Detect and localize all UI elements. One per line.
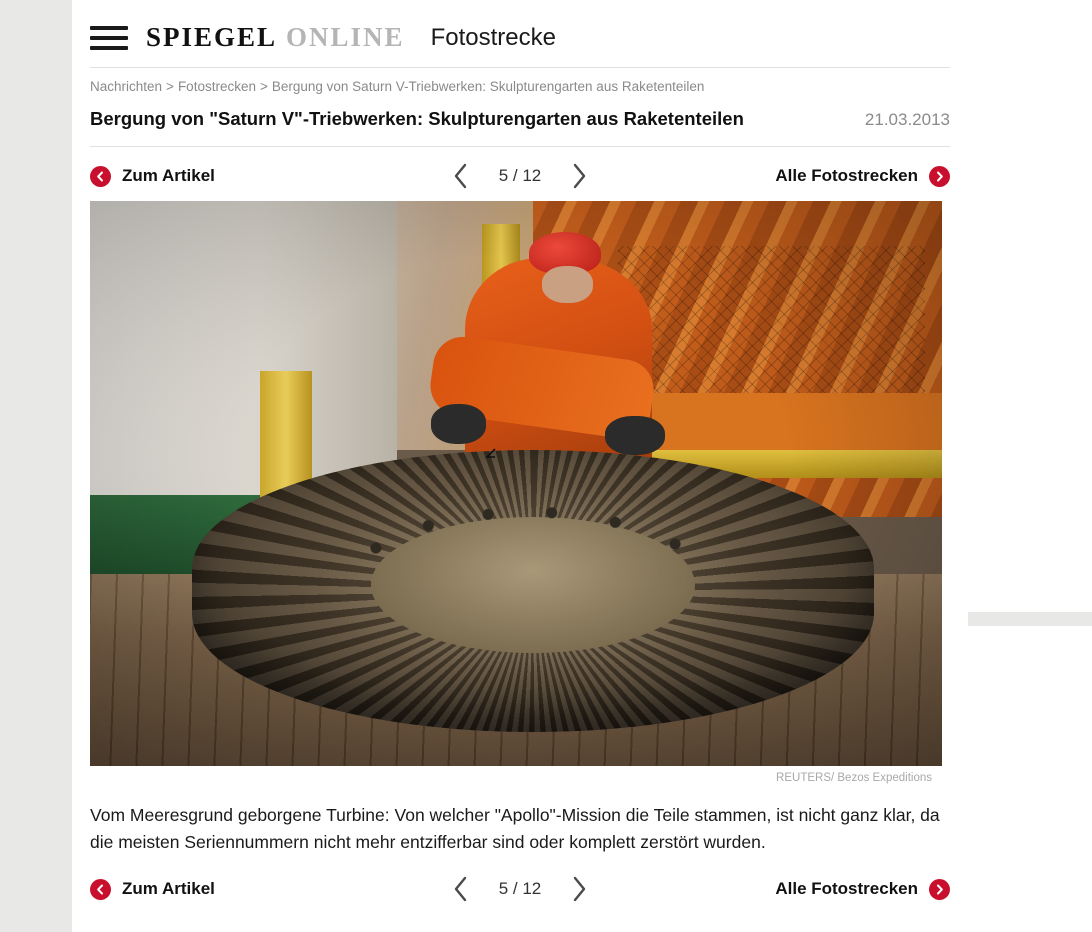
gallery-photo[interactable] [90, 201, 942, 766]
prev-photo-button-top[interactable] [448, 161, 474, 191]
circle-arrow-left-icon [90, 166, 111, 187]
all-galleries-link-bottom[interactable] [592, 879, 950, 900]
publish-date: 21.03.2013 [864, 110, 950, 129]
breadcrumb-separator-0: > [166, 79, 174, 94]
all-galleries-label-bottom: Alle Fotostrecken [775, 879, 918, 899]
photo-container [72, 201, 968, 784]
breadcrumb [72, 68, 968, 94]
back-to-article-label-bottom: Zum Artikel [122, 879, 215, 899]
prev-photo-button-bottom[interactable] [448, 874, 474, 904]
ad-strip-bottom [968, 626, 1092, 932]
gallery-nav-bottom [72, 856, 968, 914]
page-title: Bergung von "Saturn V"-Triebwerken: Skulpturengarten aus Raketenteilen [90, 108, 744, 129]
title-row [72, 94, 968, 130]
gallery-pager-bottom [448, 874, 592, 904]
next-photo-button-top[interactable] [566, 161, 592, 191]
photo-layer-vignette [90, 201, 942, 766]
breadcrumb-item-0[interactable]: Nachrichten [90, 79, 163, 94]
back-to-article-label-top: Zum Artikel [122, 166, 215, 185]
site-logo[interactable] [146, 22, 405, 53]
photo-counter-bottom: 5 / 12 [498, 879, 542, 899]
back-to-article-link-top[interactable] [90, 166, 448, 187]
gallery-nav-top [72, 147, 968, 201]
all-galleries-label-top: Alle Fotostrecken [775, 166, 918, 185]
photo-counter-top: 5 / 12 [498, 166, 542, 185]
photo-caption: Vom Meeresgrund geborgene Turbine: Von welcher "Apollo"-Mission die Teile stammen, ist nicht ganz klar, da die meisten Seriennummern nicht mehr entzifferbar sind oder komplett zerstört wurden. [90, 805, 940, 853]
breadcrumb-item-2[interactable]: Bergung von Saturn V-Triebwerken: Skulpturengarten aus Raketenteilen [271, 79, 705, 94]
site-header [72, 0, 968, 67]
page-container [72, 0, 968, 932]
hamburger-menu-icon[interactable] [90, 26, 128, 50]
logo-spiegel-text: SPIEGEL [146, 22, 278, 52]
logo-online-text: ONLINE [286, 22, 405, 52]
gallery-pager-top [448, 161, 592, 191]
circle-arrow-right-icon [929, 166, 950, 187]
circle-arrow-left-icon [90, 879, 111, 900]
photo-credit: REUTERS/ Bezos Expeditions [776, 772, 932, 784]
back-to-article-link-bottom[interactable] [90, 879, 448, 900]
ad-strip-top [968, 0, 1092, 612]
next-photo-button-bottom[interactable] [566, 874, 592, 904]
breadcrumb-separator-1: > [259, 79, 268, 94]
circle-arrow-right-icon [929, 879, 950, 900]
breadcrumb-item-1[interactable]: Fotostrecken [177, 79, 256, 94]
all-galleries-link-top[interactable] [592, 166, 950, 187]
section-title: Fotostrecke [430, 23, 556, 51]
